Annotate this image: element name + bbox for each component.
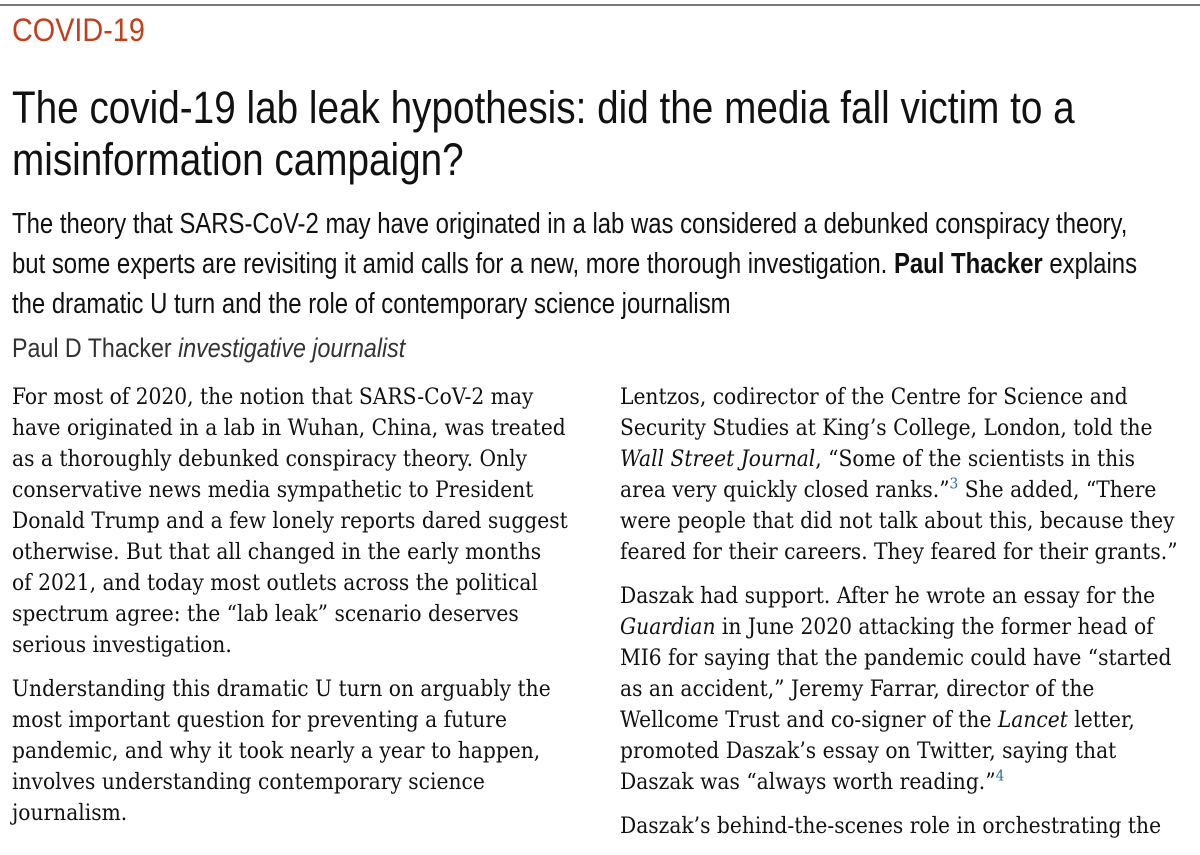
- standfirst: [12, 204, 1166, 324]
- paragraph: [620, 811, 1200, 842]
- text-line: serious investigation.: [12, 633, 232, 658]
- standfirst-text: The theory that SARS-CoV-2 may have originated in a lab was considered a debunked conspiracy theory, but some experts are revisiting it amid calls for a new, more thorough investigation.: [12, 208, 1128, 280]
- publication-name: Wall Street Journal: [620, 447, 816, 472]
- reference-link[interactable]: 3: [949, 474, 959, 493]
- reference-link[interactable]: 4: [995, 766, 1005, 785]
- publication-name: Guardian: [620, 615, 716, 640]
- text-line: journalism.: [12, 801, 128, 826]
- text-line: Daszak’s behind-the-scenes role in orchestrating the: [620, 814, 1162, 839]
- text-line: MI6 for saying that the pandemic could have “started: [620, 646, 1172, 671]
- text-line: Security Studies at King’s College, London, told the: [620, 416, 1153, 441]
- text-line: of 2021, and today most outlets across the political: [12, 571, 538, 596]
- text-line: [620, 475, 1200, 506]
- text-line: as a thoroughly debunked conspiracy theory. Only: [12, 447, 528, 472]
- publication-name: Lancet: [997, 708, 1068, 733]
- text-line: [620, 612, 1200, 643]
- text-line: For most of 2020, the notion that SARS-CoV-2 may: [12, 385, 534, 410]
- text-fragment: letter,: [1067, 708, 1135, 733]
- text-fragment: , “Some of the scientists in this: [815, 447, 1135, 472]
- headline: The covid-19 lab leak hypothesis: did the media fall victim to a misinformation campaign?: [12, 82, 1075, 185]
- text-line: [620, 705, 1200, 736]
- text-fragment: Wellcome Trust and co-signer of the: [620, 708, 998, 733]
- text-line: conservative news media sympathetic to President: [12, 478, 534, 503]
- top-rule: [0, 4, 1200, 6]
- byline-role: investigative journalist: [178, 333, 406, 363]
- text-fragment: Daszak was “always worth reading.”: [620, 770, 996, 795]
- text-fragment: She added, “There: [958, 478, 1157, 503]
- text-line: pandemic, and why it took nearly a year to happen,: [12, 739, 541, 764]
- text-line: promoted Daszak’s essay on Twitter, saying that: [620, 739, 1117, 764]
- standfirst-author: Paul Thacker: [893, 248, 1043, 280]
- text-line: were people that did not talk about this, because they: [620, 509, 1175, 534]
- text-line: as an accident,” Jeremy Farrar, director of the: [620, 677, 1095, 702]
- text-line: Lentzos, codirector of the Centre for Science and: [620, 385, 1128, 410]
- text-line: spectrum agree: the “lab leak” scenario deserves: [12, 602, 519, 627]
- right-column: [620, 382, 1200, 855]
- paragraph: [620, 382, 1200, 568]
- text-line: Daszak had support. After he wrote an essay for the: [620, 584, 1156, 609]
- text-line: otherwise. But that all changed in the early months: [12, 540, 542, 565]
- text-fragment: area very quickly closed ranks.”: [620, 478, 950, 503]
- paragraph: [12, 674, 582, 829]
- section-label: COVID-19: [12, 12, 145, 48]
- left-column: [12, 382, 582, 842]
- text-line: have originated in a lab in Wuhan, China, was treated: [12, 416, 566, 441]
- text-line: most important question for preventing a future: [12, 708, 507, 733]
- text-line: [620, 444, 1200, 475]
- text-line: involves understanding contemporary science: [12, 770, 485, 795]
- text-line: Understanding this dramatic U turn on arguably the: [12, 677, 551, 702]
- text-line: feared for their careers. They feared for their grants.”: [620, 540, 1178, 565]
- paragraph: [12, 382, 582, 661]
- paragraph: [620, 581, 1200, 798]
- standfirst-text-end: explains the dramatic U turn and the role of contemporary science journalism: [12, 248, 1138, 320]
- byline-name: Paul D Thacker: [12, 333, 172, 363]
- byline: [12, 333, 528, 364]
- text-line: [620, 767, 1200, 798]
- text-fragment: in June 2020 attacking the former head of: [715, 615, 1154, 640]
- text-line: Donald Trump and a few lonely reports dared suggest: [12, 509, 568, 534]
